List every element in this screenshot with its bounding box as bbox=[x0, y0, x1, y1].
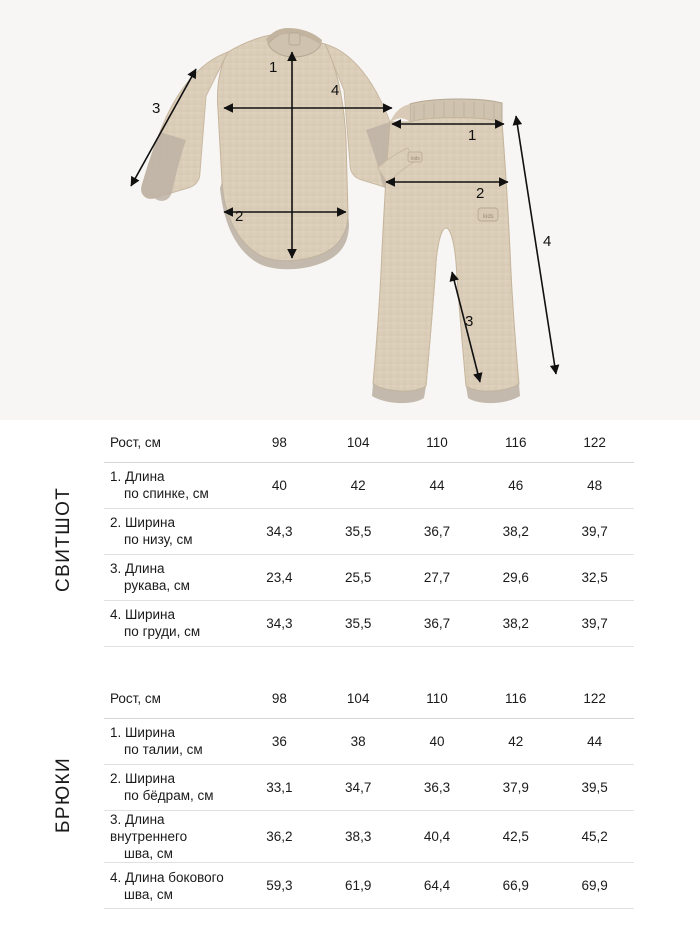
row-number: 3. bbox=[110, 560, 122, 576]
pants-marker-1: 1 bbox=[468, 127, 477, 144]
cell-value: 42 bbox=[319, 462, 398, 508]
table-row bbox=[104, 718, 634, 764]
column-header-98: 98 bbox=[240, 424, 319, 462]
svg-text:kids: kids bbox=[411, 156, 420, 162]
row-name-line1: Ширина bbox=[125, 770, 175, 786]
cell-value: 36,3 bbox=[398, 764, 477, 810]
sweatshirt-size-table bbox=[104, 424, 634, 647]
cell-value: 64,4 bbox=[398, 863, 477, 909]
pants-marker-2: 2 bbox=[476, 185, 485, 202]
table-row bbox=[104, 508, 634, 554]
cell-value: 44 bbox=[555, 718, 634, 764]
cell-value: 66,9 bbox=[476, 863, 555, 909]
table-row bbox=[104, 863, 634, 909]
cell-value: 38,3 bbox=[319, 810, 398, 863]
table-row bbox=[104, 462, 634, 508]
sweatshirt-section-label: СВИТШОТ bbox=[53, 486, 74, 592]
cell-value: 59,3 bbox=[240, 863, 319, 909]
column-header-122: 122 bbox=[555, 680, 634, 718]
row-number: 3. bbox=[110, 811, 122, 827]
row-label bbox=[104, 810, 240, 863]
cell-value: 33,1 bbox=[240, 764, 319, 810]
pants-marker-3: 3 bbox=[465, 313, 474, 330]
sweatshirt-marker-3: 3 bbox=[152, 100, 161, 117]
cell-value: 27,7 bbox=[398, 554, 477, 600]
cell-value: 37,9 bbox=[476, 764, 555, 810]
row-name-line1: Длина внутреннего bbox=[110, 811, 188, 844]
pants-section-label: БРЮКИ bbox=[53, 756, 74, 834]
row-name-line1: Длина bbox=[125, 560, 165, 576]
cell-value: 36,7 bbox=[398, 508, 477, 554]
row-label bbox=[104, 508, 240, 554]
row-name-line2: по низу, см bbox=[124, 532, 193, 547]
row-number: 2. bbox=[110, 770, 122, 786]
row-label bbox=[104, 462, 240, 508]
cell-value: 29,6 bbox=[476, 554, 555, 600]
cell-value: 36 bbox=[240, 718, 319, 764]
row-label bbox=[104, 718, 240, 764]
pants-size-table bbox=[104, 680, 634, 909]
cell-value: 32,5 bbox=[555, 554, 634, 600]
cell-value: 38,2 bbox=[476, 508, 555, 554]
row-name-line2: по талии, см bbox=[124, 742, 203, 757]
row-name-line1: Длина bbox=[125, 468, 165, 484]
cell-value: 38 bbox=[319, 718, 398, 764]
cell-value: 39,5 bbox=[555, 764, 634, 810]
column-header-98: 98 bbox=[240, 680, 319, 718]
column-header-name: Рост, см bbox=[104, 680, 240, 718]
table-row bbox=[104, 554, 634, 600]
row-name-line2: шва, см bbox=[124, 846, 173, 862]
table-header-row bbox=[104, 680, 634, 718]
cell-value: 35,5 bbox=[319, 508, 398, 554]
cell-value: 36,2 bbox=[240, 810, 319, 863]
cell-value: 35,5 bbox=[319, 600, 398, 646]
cell-value: 42,5 bbox=[476, 810, 555, 863]
column-header-116: 116 bbox=[476, 680, 555, 718]
row-name-line1: Ширина bbox=[125, 606, 175, 622]
cell-value: 42 bbox=[476, 718, 555, 764]
cell-value: 48 bbox=[555, 462, 634, 508]
row-name-line1: Ширина bbox=[125, 724, 175, 740]
cell-value: 39,7 bbox=[555, 600, 634, 646]
cell-value: 34,3 bbox=[240, 600, 319, 646]
table-header-row bbox=[104, 424, 634, 462]
cell-value: 69,9 bbox=[555, 863, 634, 909]
row-number: 1. bbox=[110, 724, 122, 740]
column-header-104: 104 bbox=[319, 424, 398, 462]
cell-value: 36,7 bbox=[398, 600, 477, 646]
sweatshirt-marker-1: 1 bbox=[269, 59, 278, 76]
row-name-line2: шва, см bbox=[124, 886, 173, 902]
row-label bbox=[104, 764, 240, 810]
column-header-122: 122 bbox=[555, 424, 634, 462]
pants-marker-4: 4 bbox=[543, 233, 552, 250]
cell-value: 34,7 bbox=[319, 764, 398, 810]
table-row bbox=[104, 600, 634, 646]
column-header-110: 110 bbox=[398, 680, 477, 718]
cell-value: 39,7 bbox=[555, 508, 634, 554]
row-number: 2. bbox=[110, 514, 122, 530]
row-label bbox=[104, 863, 240, 909]
cell-value: 40 bbox=[240, 462, 319, 508]
cell-value: 23,4 bbox=[240, 554, 319, 600]
row-name-line2: по спинке, см bbox=[124, 486, 209, 501]
row-name-line2: по бёдрам, см bbox=[124, 788, 214, 803]
cell-value: 45,2 bbox=[555, 810, 634, 863]
table-row bbox=[104, 810, 634, 863]
cell-value: 40 bbox=[398, 718, 477, 764]
cell-value: 38,2 bbox=[476, 600, 555, 646]
column-header-116: 116 bbox=[476, 424, 555, 462]
column-header-name: Рост, см bbox=[104, 424, 240, 462]
sweatshirt-marker-4: 4 bbox=[331, 82, 340, 99]
row-label bbox=[104, 600, 240, 646]
row-name-line2: по груди, см bbox=[124, 624, 201, 639]
row-label bbox=[104, 554, 240, 600]
cell-value: 40,4 bbox=[398, 810, 477, 863]
row-name-line2: рукава, см bbox=[124, 578, 190, 593]
row-name-line1: Ширина bbox=[125, 514, 175, 530]
cell-value: 61,9 bbox=[319, 863, 398, 909]
sweatshirt-marker-2: 2 bbox=[235, 208, 244, 225]
row-number: 4. bbox=[110, 869, 122, 885]
row-number: 4. bbox=[110, 606, 122, 622]
garment-illustration bbox=[0, 0, 700, 420]
svg-text:kids: kids bbox=[483, 214, 494, 220]
column-header-110: 110 bbox=[398, 424, 477, 462]
cell-value: 44 bbox=[398, 462, 477, 508]
cell-value: 25,5 bbox=[319, 554, 398, 600]
row-name-line1: Длина бокового bbox=[125, 869, 224, 885]
cell-value: 46 bbox=[476, 462, 555, 508]
row-number: 1. bbox=[110, 468, 122, 484]
column-header-104: 104 bbox=[319, 680, 398, 718]
cell-value: 34,3 bbox=[240, 508, 319, 554]
table-row bbox=[104, 764, 634, 810]
